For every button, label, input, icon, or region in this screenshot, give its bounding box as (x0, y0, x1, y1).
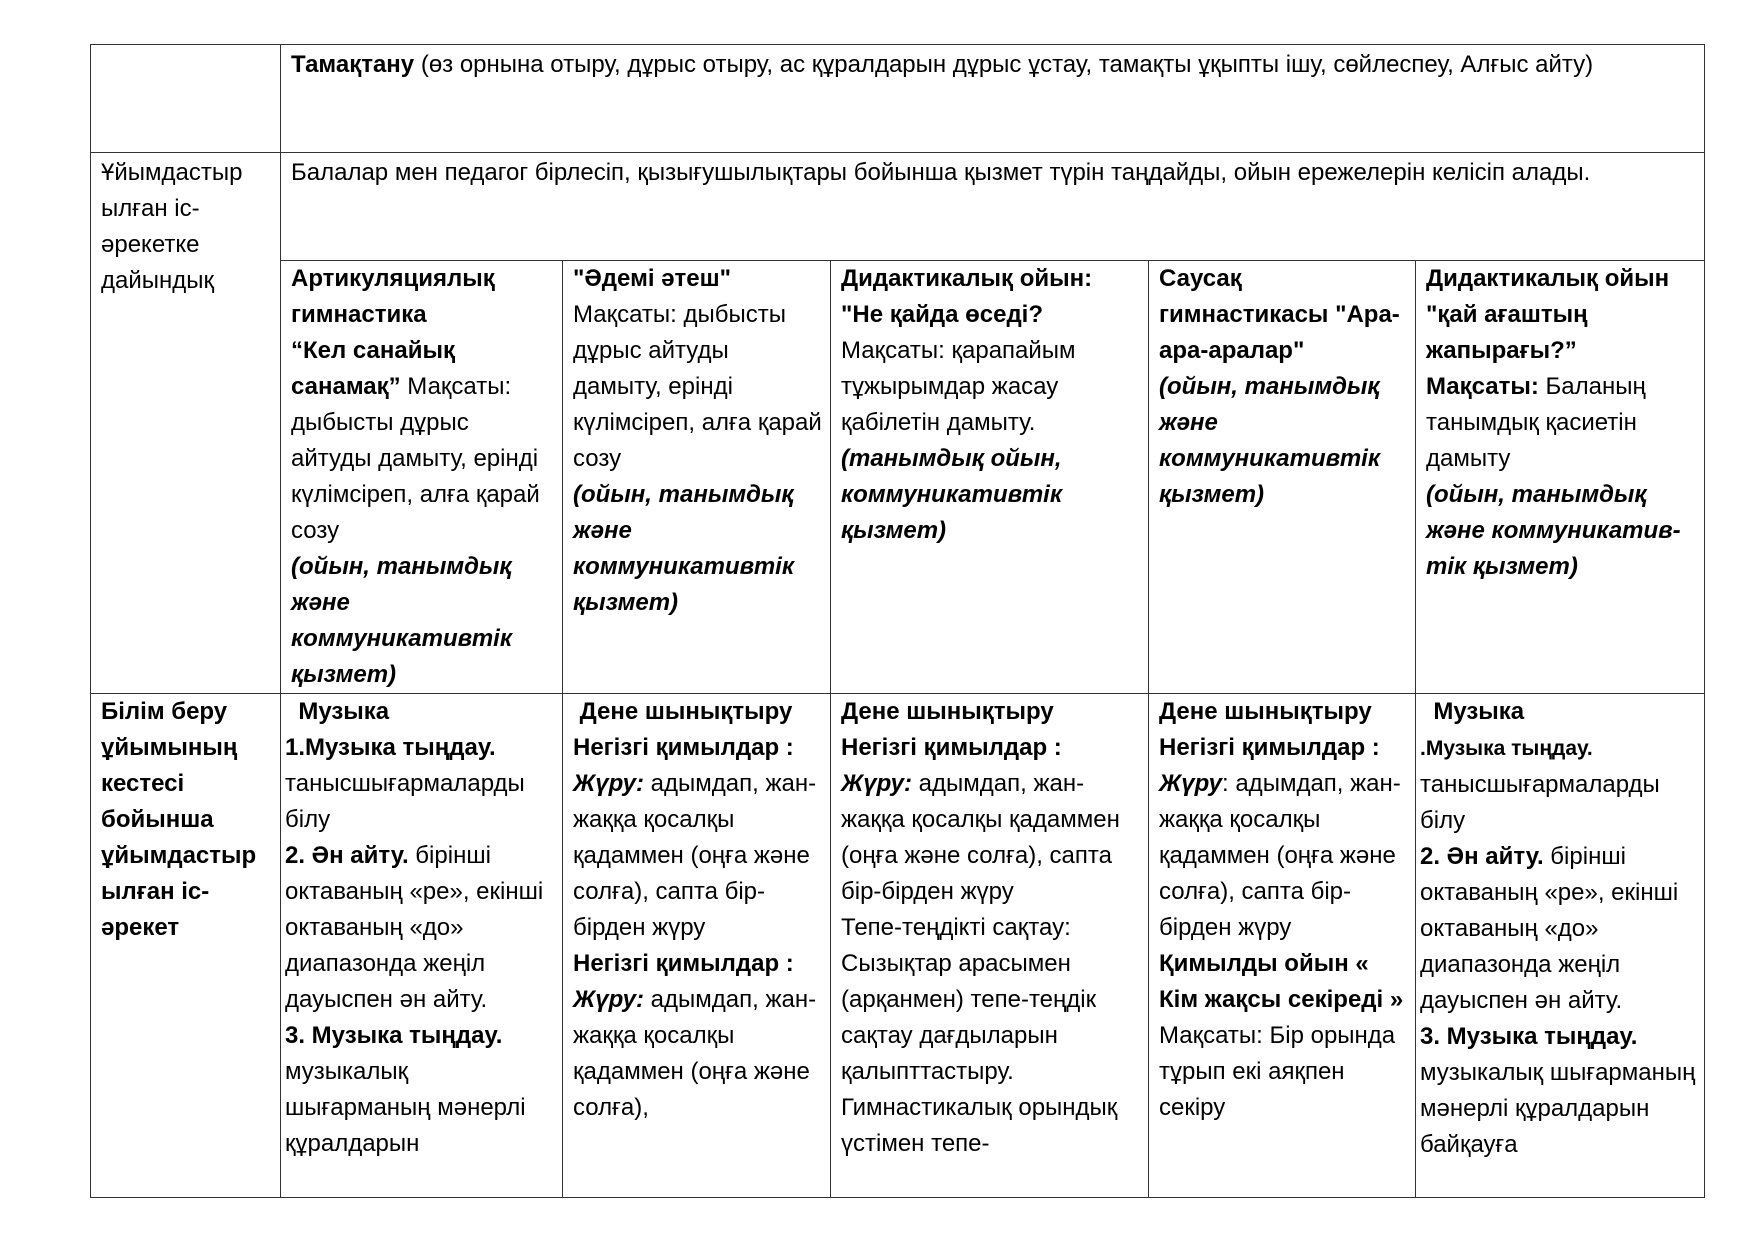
row-label-prep: Ұйымдастыр ылған іс-әрекетке дайындық (91, 153, 281, 694)
plan-table (90, 44, 1705, 1198)
edu-4-game-title: Қимылды ойын « Кім жақсы секіреді » (1159, 950, 1404, 1013)
prep-2-goal: Мақсаты: дыбысты дұрыс айтуды дамыту, ерінді күлімсіреп, алға қарай созу (573, 301, 822, 472)
edu-5-p3-text: музыкалық шығарманың мәнерлі құралдарын байқауға (1420, 1059, 1696, 1158)
prep-intro-cell: Балалар мен педагог бірлесіп, қызығушылықтары бойынша қызмет түрін таңдайды, ойын ережелерін келісіп алады. (281, 153, 1705, 261)
prep-1-title: Артикуляциялық гимнастика (291, 265, 495, 328)
edu-2-walk1-text: адымдап, жан-жаққа қосалқы қадаммен (оңға және солға), сапта бір-бірден жүру (573, 770, 817, 941)
row-label-meal (91, 45, 281, 153)
prep-1-goal: Мақсаты: дыбысты дұрыс айтуды дамыту, ерінді күлімсіреп, алға қарай созу (291, 373, 540, 544)
row-label-edu: Білім беру ұйымының кестесі бойынша ұйымдастыр ылған іс-әрекет (91, 694, 281, 1198)
edu-2-walk1-label: Жүру: (573, 770, 644, 797)
edu-3-walk1-label: Жүру: (841, 770, 912, 797)
edu-cell-4 (1149, 694, 1416, 1198)
prep-5-title: Дидактикалық ойын "қай ағаштың жапырағы?” (1426, 265, 1670, 364)
edu-4-sub1: Негізгі қимылдар : (1159, 734, 1380, 761)
edu-5-p1-text: танысшығармаларды білу (1420, 771, 1660, 834)
edu-3-title: Дене шынықтыру (841, 698, 1054, 725)
edu-cell-3 (831, 694, 1149, 1198)
edu-2-sub1: Негізгі қимылдар : (573, 734, 794, 761)
edu-1-p1-title: 1.Музыка тыңдау. (285, 734, 496, 761)
edu-2-walk2-text: адымдап, жан-жаққа қосалқы қадаммен (оңға және солға), (573, 986, 817, 1121)
prep-4-title: Саусақ гимнастикасы "Ара-ара-аралар" (1159, 265, 1400, 364)
table-row-meal (91, 45, 1705, 153)
edu-2-title: Дене шынықтыру (573, 698, 793, 725)
edu-1-p2-title: 2. Ән айту. (285, 842, 409, 869)
edu-5-title: Музыка (1420, 698, 1525, 725)
meal-cell (281, 45, 1705, 153)
edu-3-sub1: Негізгі қимылдар : (841, 734, 1062, 761)
prep-cell-5 (1416, 261, 1705, 694)
edu-5-p2-text: бірінші октаваның «ре», екінші октаваның «до» диапазонда жеңіл дауыспен ән айту. (1420, 843, 1679, 1014)
prep-3-tag: (танымдық ойын, коммуникативтік қызмет) (841, 445, 1062, 544)
edu-2-sub2: Негізгі қимылдар : (573, 950, 794, 977)
table-row-prep-activities (91, 261, 1705, 694)
prep-cell-4 (1149, 261, 1416, 694)
prep-3-title: Дидактикалық ойын: "Не қайда өседі? (841, 265, 1093, 328)
prep-cell-1 (281, 261, 563, 694)
prep-cell-3 (831, 261, 1149, 694)
edu-5-p1-title: .Музыка тыңдау. (1420, 737, 1593, 760)
prep-1-tag: (ойын, танымдық және коммуникативтік қызмет) (291, 553, 512, 688)
table-row-edu (91, 694, 1705, 1198)
prep-5-goal: Баланың танымдық қасиетін дамыту (1426, 373, 1646, 472)
edu-4-walk1-text: : адымдап, жан-жаққа қосалқы қадаммен (оңға және солға), сапта бір-бірден жүру (1159, 770, 1401, 941)
prep-1-title2: “Кел санайық санамақ” (291, 337, 456, 400)
meal-text: (өз орнына отыру, дұрыс отыру, ас құралдарын дұрыс ұстау, тамақты ұқыпты ішу, сөйлеспеу, Алғыс айту) (414, 51, 1594, 78)
edu-3-balance: Тепе-теңдікті сақтау: Сызықтар арасымен (арқанмен) тепе-теңдік сақтау дағдыларын қалыпттастыру. Гимнастикалық орындық үстімен тепе- (841, 914, 1118, 1157)
prep-2-tag: (ойын, танымдық және коммуникативтік қызмет) (573, 481, 794, 616)
edu-5-p2-title: 2. Ән айту. (1420, 843, 1544, 870)
edu-cell-1 (281, 694, 563, 1198)
edu-5-p3-title: 3. Музыка тыңдау. (1420, 1023, 1638, 1050)
prep-5-tag: (ойын, танымдық және коммуникатив-тік қызмет) (1426, 481, 1681, 580)
meal-title: Тамақтану (291, 51, 415, 78)
edu-2-walk2-label: Жүру: (573, 986, 644, 1013)
edu-4-game-goal: Мақсаты: Бір орында тұрып екі аяқпен секіру (1159, 1022, 1396, 1121)
prep-cell-2 (563, 261, 831, 694)
edu-1-p3-text: музыкалық шығарманың мәнерлі құралдарын (285, 1058, 526, 1157)
edu-1-p2-text: бірінші октаваның «ре», екінші октаваның «до» диапазонда жеңіл дауыспен ән айту. (285, 842, 544, 1013)
prep-4-tag: (ойын, танымдық және коммуникативтік қызмет) (1159, 373, 1380, 508)
prep-2-title: "Әдемі әтеш" (573, 265, 731, 292)
prep-5-goal-label: Мақсаты: (1426, 373, 1539, 400)
edu-4-title: Дене шынықтыру (1159, 698, 1372, 725)
edu-cell-2 (563, 694, 831, 1198)
edu-1-title: Музыка (285, 698, 390, 725)
prep-3-goal: Мақсаты: қарапайым тұжырымдар жасау қабілетін дамыту. (841, 337, 1076, 436)
edu-1-p1-text: танысшығармаларды білу (285, 770, 525, 833)
edu-4-walk1-label: Жүру (1159, 770, 1222, 797)
table-row-prep-intro (91, 153, 1705, 261)
edu-3-walk1-text: адымдап, жан-жаққа қосалқы қадаммен (оңға және солға), сапта бір-бірден жүру (841, 770, 1120, 905)
edu-1-p3-title: 3. Музыка тыңдау. (285, 1022, 503, 1049)
edu-cell-5 (1416, 694, 1705, 1198)
